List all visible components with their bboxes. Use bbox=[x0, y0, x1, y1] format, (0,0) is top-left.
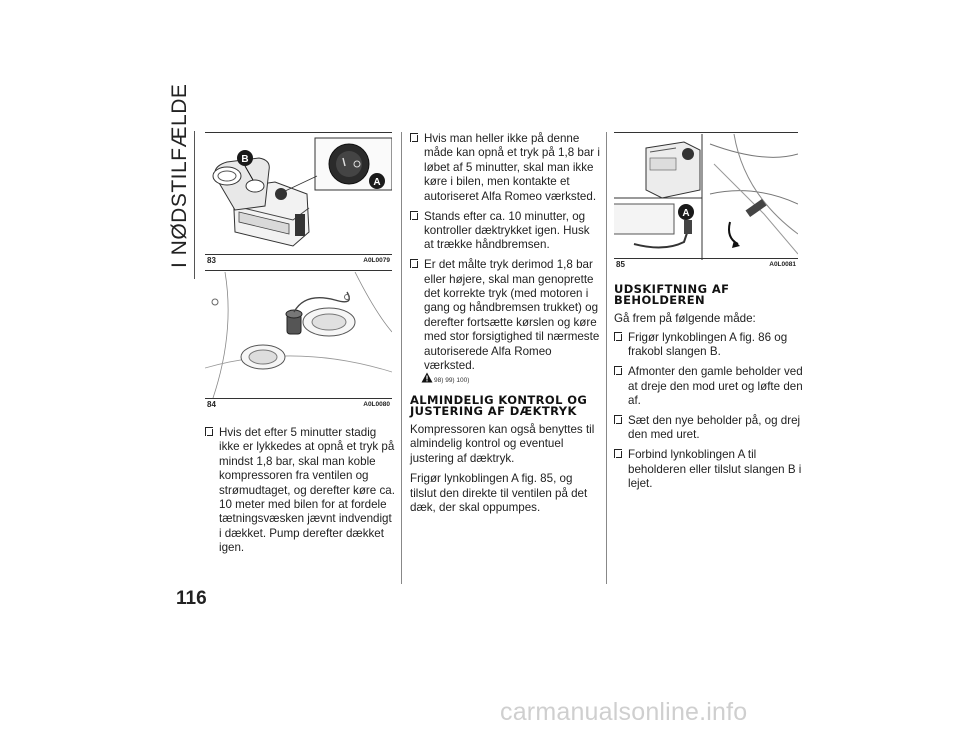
figure-top-rule bbox=[205, 270, 392, 271]
bullet-text: Frigør lynkoblingen A fig. 86 og frakobl slangen B. bbox=[628, 330, 788, 359]
label-a: A bbox=[682, 208, 690, 219]
bullet-item bbox=[614, 365, 804, 408]
bullet-text: Er det målte tryk derimod 1,8 bar eller højere, skal man genoprette det korrekte tryk (med motoren i gang og håndbremsen trukket) og derefter fortsætte kørslen og køre med stor forsigtighed til nærmeste autoriserede Alfa Romeo værksted. bbox=[424, 258, 600, 373]
console-socket-illustration bbox=[205, 272, 392, 398]
warning-reference bbox=[410, 374, 600, 386]
figure-bottom-rule bbox=[205, 398, 392, 399]
paragraph: Frigør lynkoblingen A fig. 85, og tilslut den direkte til ventilen på det dæk, der skal oppumpes. bbox=[410, 472, 588, 514]
bullet-text: Hvis man heller ikke på denne måde kan opnå et tryk på 1,8 bar i løbet af 5 minutter, skal man ikke køre i bilen, men kontakte et autoriseret Alfa Romeo værksted. bbox=[424, 132, 600, 203]
column-divider-1 bbox=[401, 132, 402, 584]
bullet-text: Stands efter ca. 10 minutter, og kontroller dæktrykket igen. Husk at trække håndbremsen. bbox=[424, 209, 590, 252]
bullet-text: Sæt den nye beholder på, og drej den med uret. bbox=[628, 413, 801, 442]
checkbox-icon bbox=[410, 133, 418, 142]
column-divider-2 bbox=[606, 132, 607, 584]
figure-number: 84 bbox=[207, 400, 216, 409]
figure-code: A0L0079 bbox=[363, 257, 390, 264]
bullet-text: Afmonter den gamle beholder ved at dreje den mod uret og løfte den af. bbox=[628, 365, 803, 407]
figure-85 bbox=[614, 132, 798, 270]
checkbox-icon bbox=[614, 415, 622, 424]
figure-code: A0L0081 bbox=[769, 261, 796, 268]
intro-text: Gå frem på følgende måde: bbox=[614, 312, 756, 326]
figure-code: A0L0080 bbox=[363, 401, 390, 408]
section-title-rule bbox=[194, 131, 195, 279]
paragraph: Kompressoren kan også benyttes til almindelig kontrol og eventuel justering af dæktryk. bbox=[410, 422, 595, 465]
section-title bbox=[158, 83, 196, 268]
figure-top-rule bbox=[614, 132, 798, 133]
checkbox-icon bbox=[614, 332, 622, 341]
compressor-illustration bbox=[205, 136, 392, 256]
bullet-item bbox=[410, 132, 600, 204]
column-1-text bbox=[205, 426, 395, 561]
checkbox-icon bbox=[205, 427, 213, 436]
bullet-item bbox=[614, 414, 804, 443]
tyre-valve-illustration bbox=[614, 134, 798, 260]
page-number: 116 bbox=[176, 588, 207, 609]
figure-top-rule bbox=[205, 132, 392, 133]
column-3-text bbox=[614, 284, 804, 497]
section-heading: ALMINDELIG KONTROL OG JUSTERING AF DÆKTRYK bbox=[410, 392, 588, 418]
checkbox-icon bbox=[410, 259, 418, 268]
figure-bottom-rule bbox=[614, 258, 798, 259]
label-a: A bbox=[373, 177, 381, 188]
section-heading: UDSKIFTNING AF BEHOLDEREN bbox=[614, 282, 730, 308]
bullet-item bbox=[205, 426, 395, 556]
figure-number: 83 bbox=[207, 256, 216, 265]
section-title-text: I NØDSTILFÆLDE bbox=[168, 83, 191, 268]
bullet-text: Hvis det efter 5 minutter stadig ikke er lykkedes at opnå et tryk på mindst 1,8 bar, skal man koble kompressoren fra ventilen og strømudtaget, og derefter køre ca. 10 meter med bilen for at fordele tætningsvæsken jævnt indvendigt i dækket. Pump derefter dækket igen. bbox=[219, 426, 395, 555]
figure-bottom-rule bbox=[205, 254, 392, 255]
label-b: B bbox=[241, 154, 249, 165]
bullet-item bbox=[410, 210, 600, 253]
watermark: carmanualsonline.info bbox=[500, 698, 748, 726]
bullet-item bbox=[614, 448, 804, 491]
column-2-text bbox=[410, 132, 600, 521]
warning-refs: 98) 99) 100) bbox=[434, 376, 470, 384]
figure-84 bbox=[205, 270, 392, 410]
warning-triangle-icon bbox=[421, 372, 433, 383]
bullet-item bbox=[614, 331, 804, 360]
checkbox-icon bbox=[614, 449, 622, 458]
checkbox-icon bbox=[410, 211, 418, 220]
bullet-text: Forbind lynkoblingen A til beholderen eller tilslut slangen B i lejet. bbox=[628, 448, 802, 490]
bullet-item bbox=[410, 258, 600, 373]
checkbox-icon bbox=[614, 366, 622, 375]
figure-83 bbox=[205, 132, 392, 264]
figure-number: 85 bbox=[616, 260, 625, 269]
